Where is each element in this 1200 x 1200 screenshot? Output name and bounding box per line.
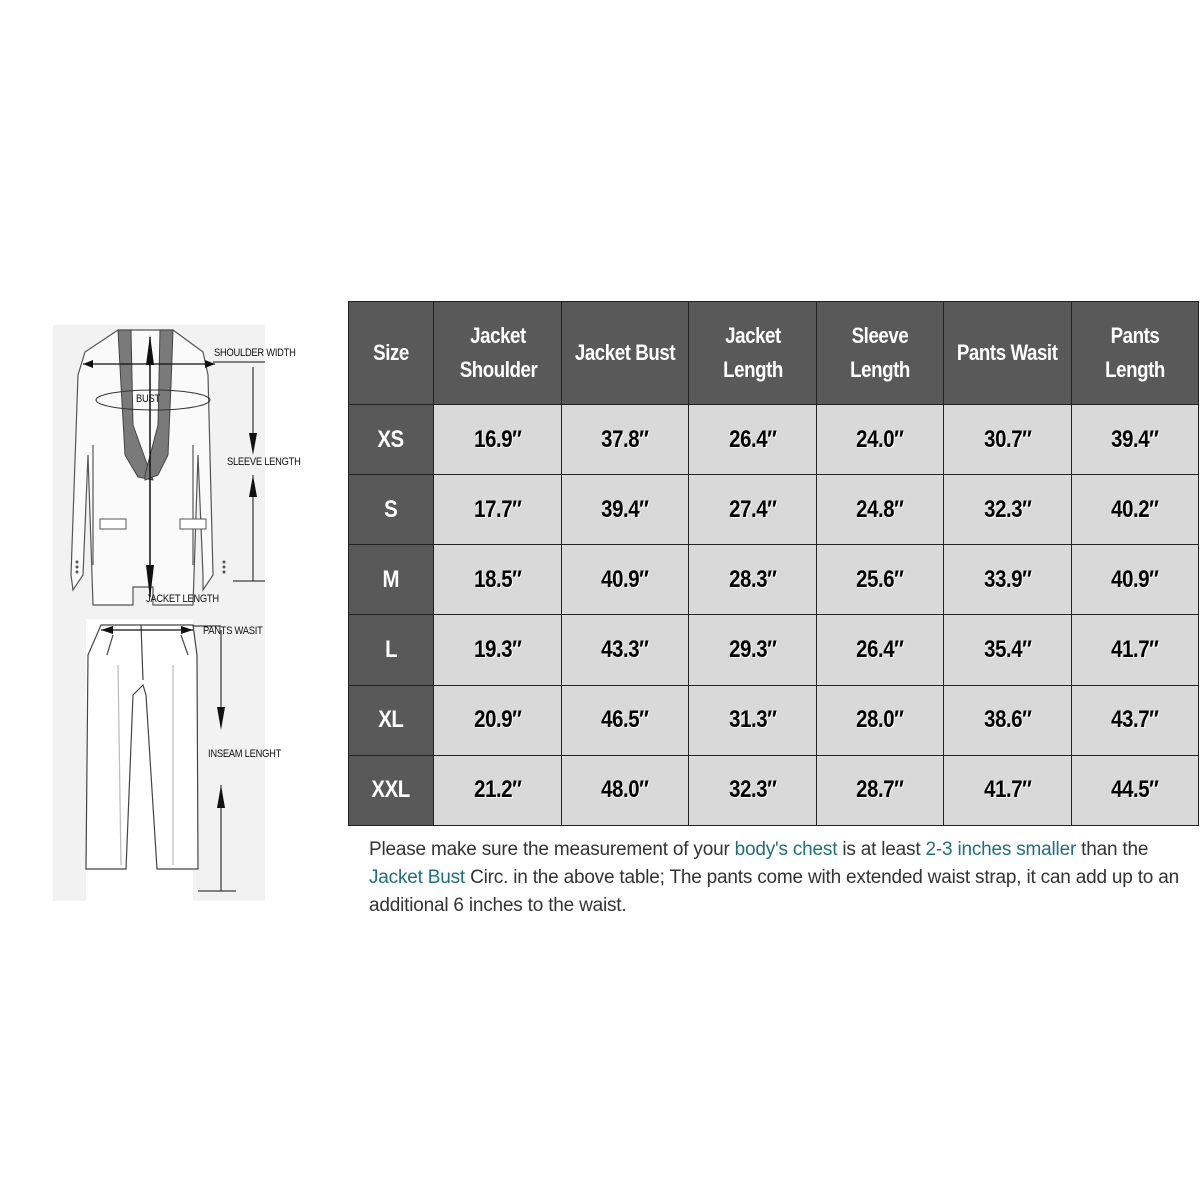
jacket-shoulder-cell: 21.2″ — [434, 755, 562, 825]
jacket-length-cell: 29.3″ — [689, 615, 817, 685]
jacket-length-label: JACKET LENGTH — [146, 593, 219, 605]
header-size: Size — [349, 302, 434, 405]
jacket-shoulder-cell: 18.5″ — [434, 545, 562, 615]
note-text: Please make sure the measurement of your — [369, 839, 735, 860]
header-jacket-length: Jacket Length — [689, 302, 817, 405]
header-jacket-shoulder: Jacket Shoulder — [434, 302, 562, 405]
note-highlight-body-chest: body's chest — [734, 839, 838, 860]
pants-length-cell: 41.7″ — [1072, 615, 1199, 685]
table-row — [349, 475, 1199, 545]
jacket-bust-cell: 37.8″ — [562, 405, 689, 475]
pants-length-cell: 40.2″ — [1072, 475, 1199, 545]
pants-waist-cell: 35.4″ — [944, 615, 1072, 685]
jacket-shoulder-cell: 19.3″ — [434, 615, 562, 685]
jacket-bust-cell: 43.3″ — [562, 615, 689, 685]
bust-label: BUST — [136, 393, 160, 405]
jacket-shoulder-cell: 20.9″ — [434, 685, 562, 755]
header-sleeve-length: Sleeve Length — [817, 302, 944, 405]
jacket-bust-cell: 48.0″ — [562, 755, 689, 825]
jacket-shoulder-cell: 17.7″ — [434, 475, 562, 545]
sleeve-length-cell: 26.4″ — [817, 615, 944, 685]
size-cell: XL — [349, 685, 434, 755]
table-row — [349, 405, 1199, 475]
pants-length-cell: 39.4″ — [1072, 405, 1199, 475]
sizing-note — [369, 836, 1199, 920]
table-row — [349, 755, 1199, 825]
note-text: than the — [1076, 839, 1149, 860]
suit-illustration — [53, 325, 265, 901]
jacket-length-cell: 28.3″ — [689, 545, 817, 615]
table-row — [349, 545, 1199, 615]
table-row — [349, 615, 1199, 685]
header-jacket-bust: Jacket Bust — [562, 302, 689, 405]
pants-waist-cell: 38.6″ — [944, 685, 1072, 755]
sleeve-length-cell: 28.0″ — [817, 685, 944, 755]
size-cell: M — [349, 545, 434, 615]
size-cell: L — [349, 615, 434, 685]
note-text: is at least — [837, 839, 926, 860]
pants-waist-cell: 30.7″ — [944, 405, 1072, 475]
size-cell: XXL — [349, 755, 434, 825]
sleeve-length-label: SLEEVE LENGTH — [227, 456, 301, 468]
sleeve-length-cell: 24.0″ — [817, 405, 944, 475]
jacket-length-cell: 27.4″ — [689, 475, 817, 545]
pants-length-cell: 40.9″ — [1072, 545, 1199, 615]
pants-waist-cell: 41.7″ — [944, 755, 1072, 825]
sleeve-length-cell: 24.8″ — [817, 475, 944, 545]
pants-waist-cell: 33.9″ — [944, 545, 1072, 615]
pants-waist-label: PANTS WASIT — [203, 625, 263, 637]
inseam-length-label: INSEAM LENGHT — [208, 748, 282, 760]
jacket-length-cell: 31.3″ — [689, 685, 817, 755]
sleeve-length-cell: 28.7″ — [817, 755, 944, 825]
size-chart-table — [348, 301, 1199, 826]
jacket-bust-cell: 46.5″ — [562, 685, 689, 755]
shoulder-width-label: SHOULDER WIDTH — [214, 347, 296, 359]
pants-length-cell: 44.5″ — [1072, 755, 1199, 825]
pants-length-cell: 43.7″ — [1072, 685, 1199, 755]
table-header-row — [349, 302, 1199, 405]
table-row — [349, 685, 1199, 755]
note-text: Circ. in the above table; The pants come with extended waist strap, it can add up to an additional 6 inches to the waist. — [369, 867, 1179, 916]
sleeve-length-cell: 25.6″ — [817, 545, 944, 615]
jacket-length-cell: 32.3″ — [689, 755, 817, 825]
size-cell: XS — [349, 405, 434, 475]
note-highlight-inches-smaller: 2-3 inches smaller — [925, 839, 1077, 860]
jacket-shoulder-cell: 16.9″ — [434, 405, 562, 475]
header-pants-length: Pants Length — [1072, 302, 1199, 405]
note-highlight-jacket-bust: Jacket Bust — [369, 867, 466, 888]
measurement-diagram — [53, 325, 301, 901]
jacket-length-cell: 26.4″ — [689, 405, 817, 475]
size-cell: S — [349, 475, 434, 545]
jacket-bust-cell: 40.9″ — [562, 545, 689, 615]
header-pants-waist: Pants Wasit — [944, 302, 1072, 405]
pants-waist-cell: 32.3″ — [944, 475, 1072, 545]
jacket-bust-cell: 39.4″ — [562, 475, 689, 545]
